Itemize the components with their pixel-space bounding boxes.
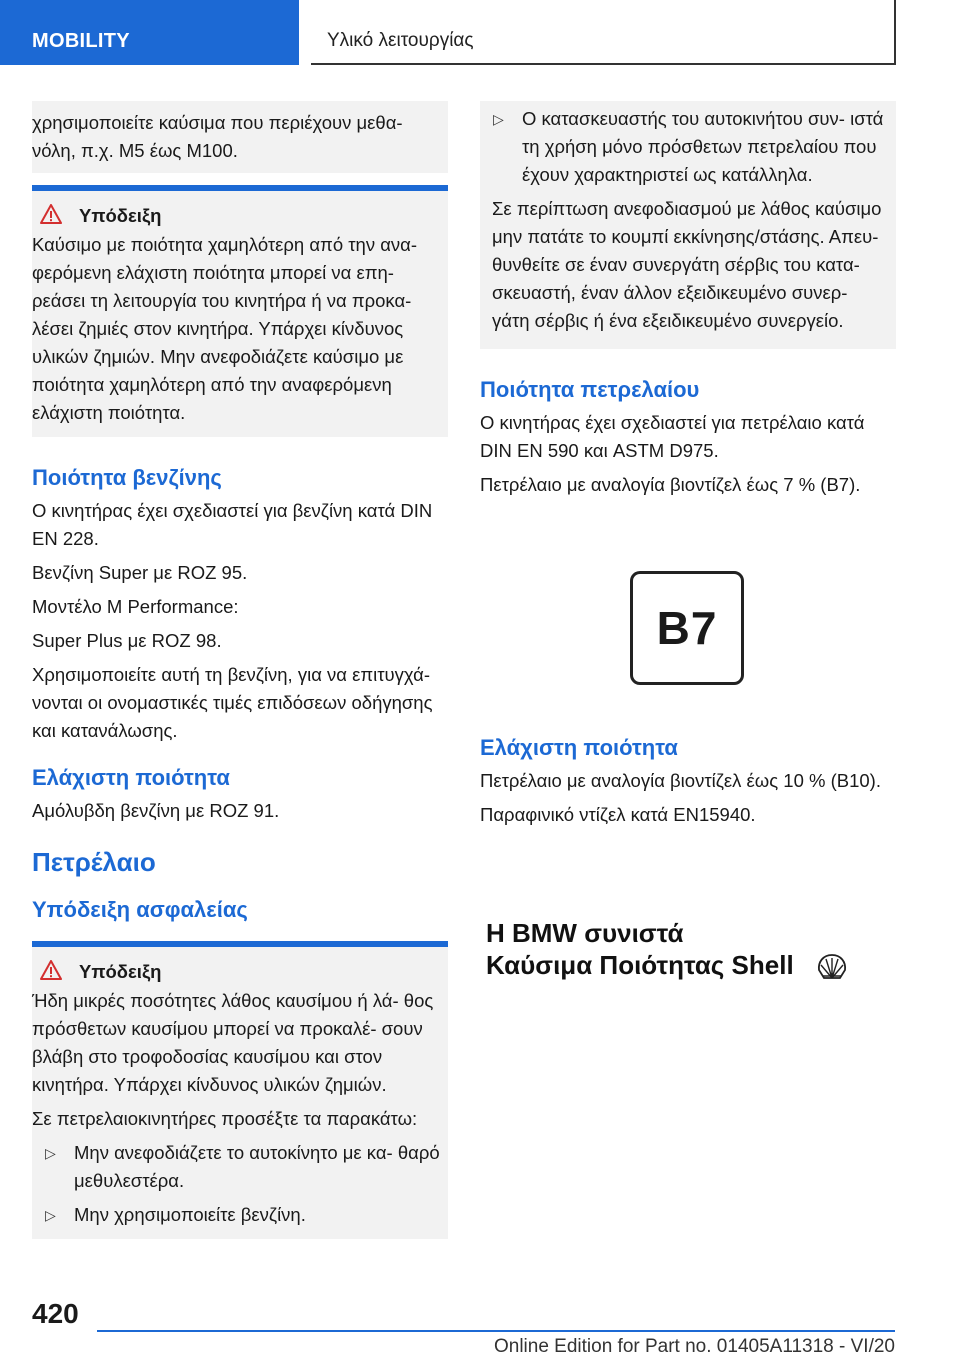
continued-bullet-list [480, 105, 888, 189]
petrol-quality-heading: Ποιότητα βενζίνης [32, 465, 222, 490]
intro-text: χρησιμοποιείτε καύσιμα που περιέχουν μεθα- νόλη, π.χ. M5 έως M100. [32, 112, 403, 161]
warning-text: Ήδη μικρές ποσότητες λάθος καυσίμου ή λά- θος πρόσθετων καυσίμου μπορεί να προκαλέ- σουν βλάβη στο τροφοδοσίας καυσίμου και στον κινητήρα. Υπάρχει κίνδυνος υλικών ζημιών. [32, 990, 434, 1095]
paragraph: Πετρέλαιο με αναλογία βιοντίζελ έως 10 % (B10). [480, 770, 881, 791]
warning-triangle-icon [40, 960, 62, 980]
warning-title-label: Υπόδειξη [79, 961, 162, 982]
continued-warning-box [480, 101, 896, 349]
warning-title-label: Υπόδειξη [79, 205, 162, 226]
section-tab: MOBILITY [0, 0, 299, 65]
safety-heading: Υπόδειξη ασφαλείας [32, 897, 248, 922]
warning-title [32, 957, 448, 987]
min-quality-heading: Ελάχιστη ποιότητα [32, 765, 230, 790]
list-item-text: Μην ανεφοδιάζετε το αυτοκίνητο με κα- θαρό μεθυλεστέρα. [74, 1142, 440, 1191]
page-number: 420 [32, 1298, 79, 1329]
paragraph: Πετρέλαιο με αναλογία βιοντίζελ έως 7 % (B7). [480, 474, 861, 495]
warning-text: Καύσιμο με ποιότητα χαμηλότερη από την ανα- φερόμενη ελάχιστη ποιότητα μπορεί να επη- ρεάσει τη λειτουργία του κινητήρα ή να προκα- λέσει ζημιές στον κινητήρα. Υπάρχει κίνδυνος υλικών ζημιών. Μην ανεφοδιάζετε καύσιμο με ποιότητα χαμηλότερη από την αναφερόμενη ελάχιστη ποιότητα. [32, 234, 418, 423]
shell-recommendation [480, 917, 896, 981]
shell-line-1: H BMW συνιστά [486, 918, 684, 948]
warning-triangle-icon [40, 204, 62, 224]
paragraph: Ο κινητήρας έχει σχεδιαστεί για βενζίνη κατά DIN EN 228. [32, 500, 433, 549]
diesel-quality-heading: Ποιότητα πετρελαίου [480, 377, 700, 402]
list-item [32, 1139, 448, 1195]
paragraph: Αμόλυβδη βενζίνη με ROZ 91. [32, 800, 280, 821]
footer-edition: Online Edition for Part no. 01405A11318 - VI/20 [493, 1336, 895, 1357]
min-quality-heading: Ελάχιστη ποιότητα [480, 735, 678, 760]
paragraph: Χρησιμοποιείτε αυτή τη βενζίνη, για να επιτυγχά- νονται οι ονομαστικές τιμές επιδόσεων οδήγησης και κατανάλωσης. [32, 664, 433, 741]
warning-text: Σε πετρελαιοκινητήρες προσέξτε τα παρακάτω: [32, 1108, 418, 1129]
warning-box [32, 941, 448, 1239]
paragraph: Μοντέλο M Performance: [32, 596, 239, 617]
list-item-text: Ο κατασκευαστής του αυτοκινήτου συν- ιστά τη χρήση μόνο πρόσθετων πετρελαίου που έχουν χαρακτηριστεί ως κατάλληλα. [522, 108, 884, 185]
warning-title [32, 201, 448, 231]
triangle-bullet-icon: ▷ [45, 1145, 56, 1161]
paragraph: Βενζίνη Super με ROZ 95. [32, 562, 248, 583]
paragraph: Παραφινικό ντίζελ κατά EN15940. [480, 804, 756, 825]
b7-fuel-label: B7 [630, 571, 744, 685]
intro-box [32, 101, 448, 173]
list-item-text: Μην χρησιμοποιείτε βενζίνη. [74, 1204, 306, 1225]
continued-warning-text: Σε περίπτωση ανεφοδιασμού με λάθος καύσιμο μην πατάτε το κουμπί εκκίνησης/στάσης. Απευ- θυνθείτε σε έναν συνεργάτη σέρβις του κατα- σκευαστή, έναν άλλον εξειδικευμένο συνερ- γάτη σέρβις ή ένα εξειδικευμένο συνεργείο. [492, 198, 882, 331]
paragraph: Super Plus με ROZ 98. [32, 630, 222, 651]
shell-logo-icon [816, 953, 848, 981]
list-item [32, 1201, 448, 1229]
left-column [32, 101, 448, 1239]
right-column [480, 101, 896, 981]
list-item [480, 105, 888, 189]
footer-divider [97, 1330, 895, 1332]
warning-bullet-list [32, 1139, 448, 1229]
chapter-title: Υλικό λειτουργίας [311, 0, 896, 65]
triangle-bullet-icon: ▷ [45, 1207, 56, 1223]
warning-box [32, 185, 448, 437]
paragraph: Ο κινητήρας έχει σχεδιαστεί για πετρέλαιο κατά DIN EN 590 και ASTM D975. [480, 412, 865, 461]
triangle-bullet-icon: ▷ [493, 111, 504, 127]
shell-line-2: Καύσιμα Ποιότητας Shell [486, 950, 794, 980]
diesel-heading: Πετρέλαιο [32, 847, 156, 877]
